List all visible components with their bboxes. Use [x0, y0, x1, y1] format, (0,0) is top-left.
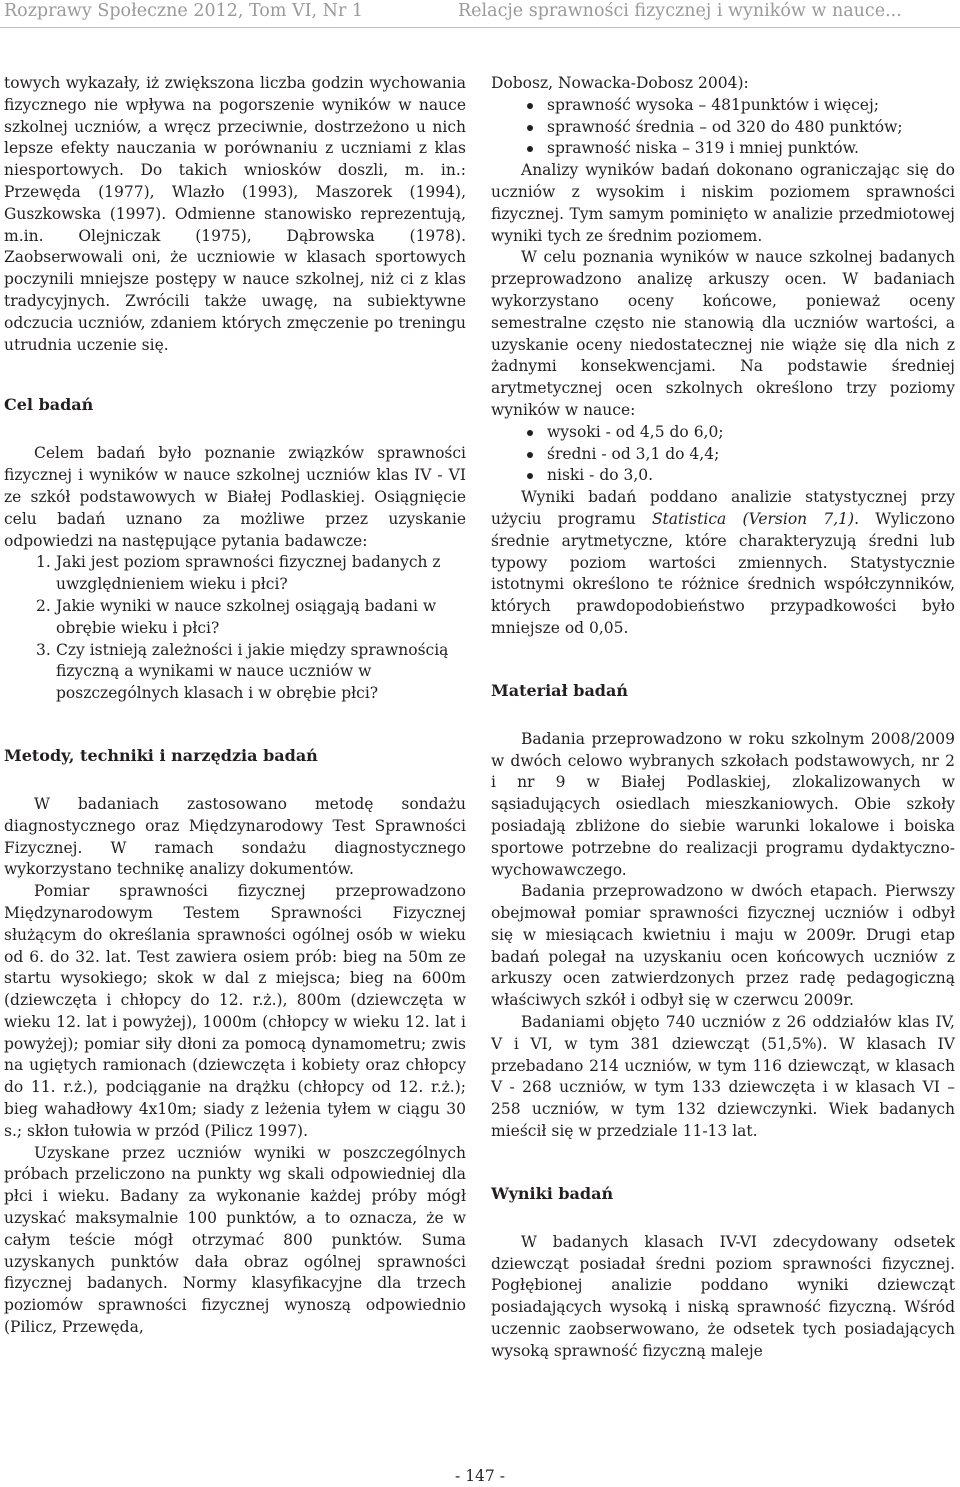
list-item: 2. Jakie wyniki w nauce szkolnej osiągają badani w obrębie wieku i płci? — [36, 596, 437, 637]
list-item: sprawność średnia – od 320 do 480 punktów; — [491, 117, 955, 139]
list-item: sprawność wysoka – 481punktów i więcej; — [491, 95, 955, 117]
right-column — [491, 73, 955, 1363]
list-item: 1. Jaki jest poziom sprawności fizycznej badanych z uwzględnieniem wieku i płci? — [36, 553, 441, 594]
material-heading: Materiał badań — [491, 680, 628, 700]
intro-paragraph: towych wykazały, iż zwiększona liczba godzin wychowania fizycznego nie wpływa na pogorszenie wyników w nauce szkolnej uczniów, a wręcz przeciwnie, dostrzeżono u nich lepsze efekty nauczania w porównaniu z uczniami z klas niesportowych. Do takich wniosków doszli, m. in.: Przewęda (1977), Wlazło (1993), Maszorek (1994), Guszkowska (1997). Odmienne stanowisko reprezentują, m.in. Olejniczak (1975), Dąbrowska (1978). Zaobserwowali oni, że uczniowie w klasach sportowych poczynili mniejsze postępy w nauce szkolnej, niż ci z klas tradycyjnych. Zwrócili także uwagę, na subiektywne odczucia uczniów, zdaniem których zmęczenie po treningu utrudnia uczenie się. — [4, 74, 466, 354]
research-questions — [4, 552, 466, 705]
journal-citation: Rozprawy Społeczne 2012, Tom VI, Nr 1 — [4, 1, 364, 21]
results-paragraph: W badanych klasach IV-VI zdecydowany odsetek dziewcząt posiadał średni poziom sprawności fizycznej. Pogłębionej analizie poddano wyniki dziewcząt posiadających wysoką i niską sprawność fizyczną. Wśród uczennic zaobserwowano, że odsetek tych posiadających wysoką sprawność fizyczną maleje — [491, 1232, 955, 1360]
bullet-icon — [527, 430, 533, 436]
methods-paragraph: Uzyskane przez uczniów wyniki w poszczególnych próbach przeliczono na punkty wg skali odpowiedniej dla płci i wieku. Badany za wykonanie każdej próby mógł uzyskać maksymalnie 100 punktów, a to oznacza, że w całym teście mógł otrzymać 800 punktów. Suma uzyskanych punktów dała obraz ogólnej sprawności fizycznej badanych. Normy klasyfikacyjne dla trzech poziomów sprawności fizycznej wynoszą odpowiednio (Pilicz, Przewęda, — [4, 1143, 466, 1337]
bullet-icon — [527, 146, 533, 152]
continuation-line: Dobosz, Nowacka-Dobosz 2004): — [491, 74, 749, 92]
fitness-levels-list — [491, 95, 955, 160]
left-column — [4, 73, 466, 1339]
header-rule — [0, 27, 960, 28]
aim-heading: Cel badań — [4, 395, 94, 415]
analysis-paragraph: W celu poznania wyników w nauce szkolnej badanych przeprowadzono analizę arkuszy ocen. W badaniach wykorzystano oceny końcowe, ponieważ oceny semestralne często nie stanowią dla uczniów wartości, a uzyskanie oceny niedostatecznej nie wiąże się dla nich z żadnymi konsekwencjami. Na podstawie średniej arytmetycznej ocen szkolnych określono trzy poziomy wyników w nauce: — [491, 248, 955, 419]
page-number: - 147 - — [455, 1467, 505, 1485]
running-header — [0, 0, 960, 30]
analysis-paragraph: Analizy wyników badań dokonano ograniczając się do uczniów z wysokim i niskim poziomem sprawności fizycznej. Tym samym pominięto w analizie przedmiotowej wyniki tych ze średnim poziomem. — [491, 161, 955, 245]
software-name: Statistica (Version 7,1) — [651, 509, 855, 528]
material-paragraph: Badania przeprowadzono w dwóch etapach. Pierwszy obejmował pomiar sprawności fizycznej uczniów i odbył się w miesiącach kwietniu i maju w 2009r. Drugi etap badań polegał na uzyskaniu ocen końcowych uczniów z arkuszy ocen zatwierdzonych przez radę pedagogiczną właściwych szkół i odbył się w czerwcu 2009r. — [491, 882, 955, 1010]
bullet-icon — [527, 125, 533, 131]
list-item: 3. Czy istnieją zależności i jakie między sprawnością fizyczną a wynikami w nauce uczniów w poszczególnych klasach i w obrębie płci? — [36, 640, 449, 703]
list-item: niski - do 3,0. — [491, 465, 955, 487]
grade-levels-list — [491, 422, 955, 487]
material-paragraph: Badania przeprowadzono w roku szkolnym 2008/2009 w dwóch celowo wybranych szkołach podstawowych, nr 2 i nr 9 w Białej Podlaskiej, zlokalizowanych w sąsiadujących osiedlach mieszkaniowych. Obie szkoły posiadają zbliżone do siebie warunki lokalowe i boiska sportowe potrzebne do realizacji programu dydaktyczno-wychowawczego. — [491, 729, 955, 879]
bullet-icon — [527, 103, 533, 109]
list-item: sprawność niska – 319 i mniej punktów. — [491, 138, 955, 160]
aim-paragraph: Celem badań było poznanie związków sprawności fizycznej i wyników w nauce szkolnej uczniów klas IV - VI ze szkół podstawowych w Białej Podlaskiej. Osiągnięcie celu badań uznano za możliwe przez uzyskanie odpowiedzi na następujące pytania badawcze: — [4, 444, 466, 550]
list-item: wysoki - od 4,5 do 6,0; — [491, 422, 955, 444]
statistics-paragraph: Wyniki badań poddano analizie statystycznej przy użyciu programu Statistica (Version 7,1). Wyliczono średnie arytmetyczne, które charakteryzują średni lub typowy poziom wartości zmiennych. Statystycznie istotnymi określono te różnice średnich współczynników, których prawdopodobieństwo przypadkowości było mniejsze od 0,05. — [491, 488, 956, 637]
list-item: średni - od 3,1 do 4,4; — [491, 444, 955, 466]
bullet-icon — [527, 473, 533, 479]
material-paragraph: Badaniami objęto 740 uczniów z 26 oddziałów klas IV, V i VI, w tym 381 dziewcząt (51,5%). W klasach IV przebadano 214 uczniów, w tym 116 dziewcząt, w klasach V - 268 uczniów, w tym 133 dziewczęta i w klasach VI – 258 uczniów, w tym 132 dziewczynki. Wiek badanych mieścił się w przedziale 11-13 lat. — [491, 1013, 955, 1141]
running-title: Relacje sprawności fizycznej i wyników w nauce... — [458, 1, 902, 21]
results-heading: Wyniki badań — [491, 1183, 614, 1203]
bullet-icon — [527, 452, 533, 458]
methods-paragraph: W badaniach zastosowano metodę sondażu diagnostycznego oraz Międzynarodowy Test Sprawności Fizycznej. W ramach sondażu diagnostycznego wykorzystano technikę analizy dokumentów. — [4, 794, 466, 879]
methods-paragraph: Pomiar sprawności fizycznej przeprowadzono Międzynarodowym Testem Sprawności Fizycznej służącym do określania sprawności ogólnej osób w wieku od 6. do 32. lat. Test zawiera osiem prób: bieg na 50m ze startu wysokiego; skok w dal z miejsca; bieg na 600m (dziewczęta i chłopcy do 12. r.ż.), 800m (dziewczęta w wieku 12. lat i powyżej), 1000m (chłopcy w wieku 12. lat i powyżej); pomiar siły dłoni za pomocą dynamometru; zwis na ugiętych ramionach (dziewczęta i kobiety oraz chłopcy do 11. r.ż.), podciąganie na drążku (chłopcy od 12. r.ż.); bieg wahadłowy 4x10m; siady z leżenia tyłem w ciągu 30 s.; skłon tułowia w przód (Pilicz 1997). — [4, 882, 466, 1140]
methods-heading: Metody, techniki i narzędzia badań — [4, 745, 318, 765]
